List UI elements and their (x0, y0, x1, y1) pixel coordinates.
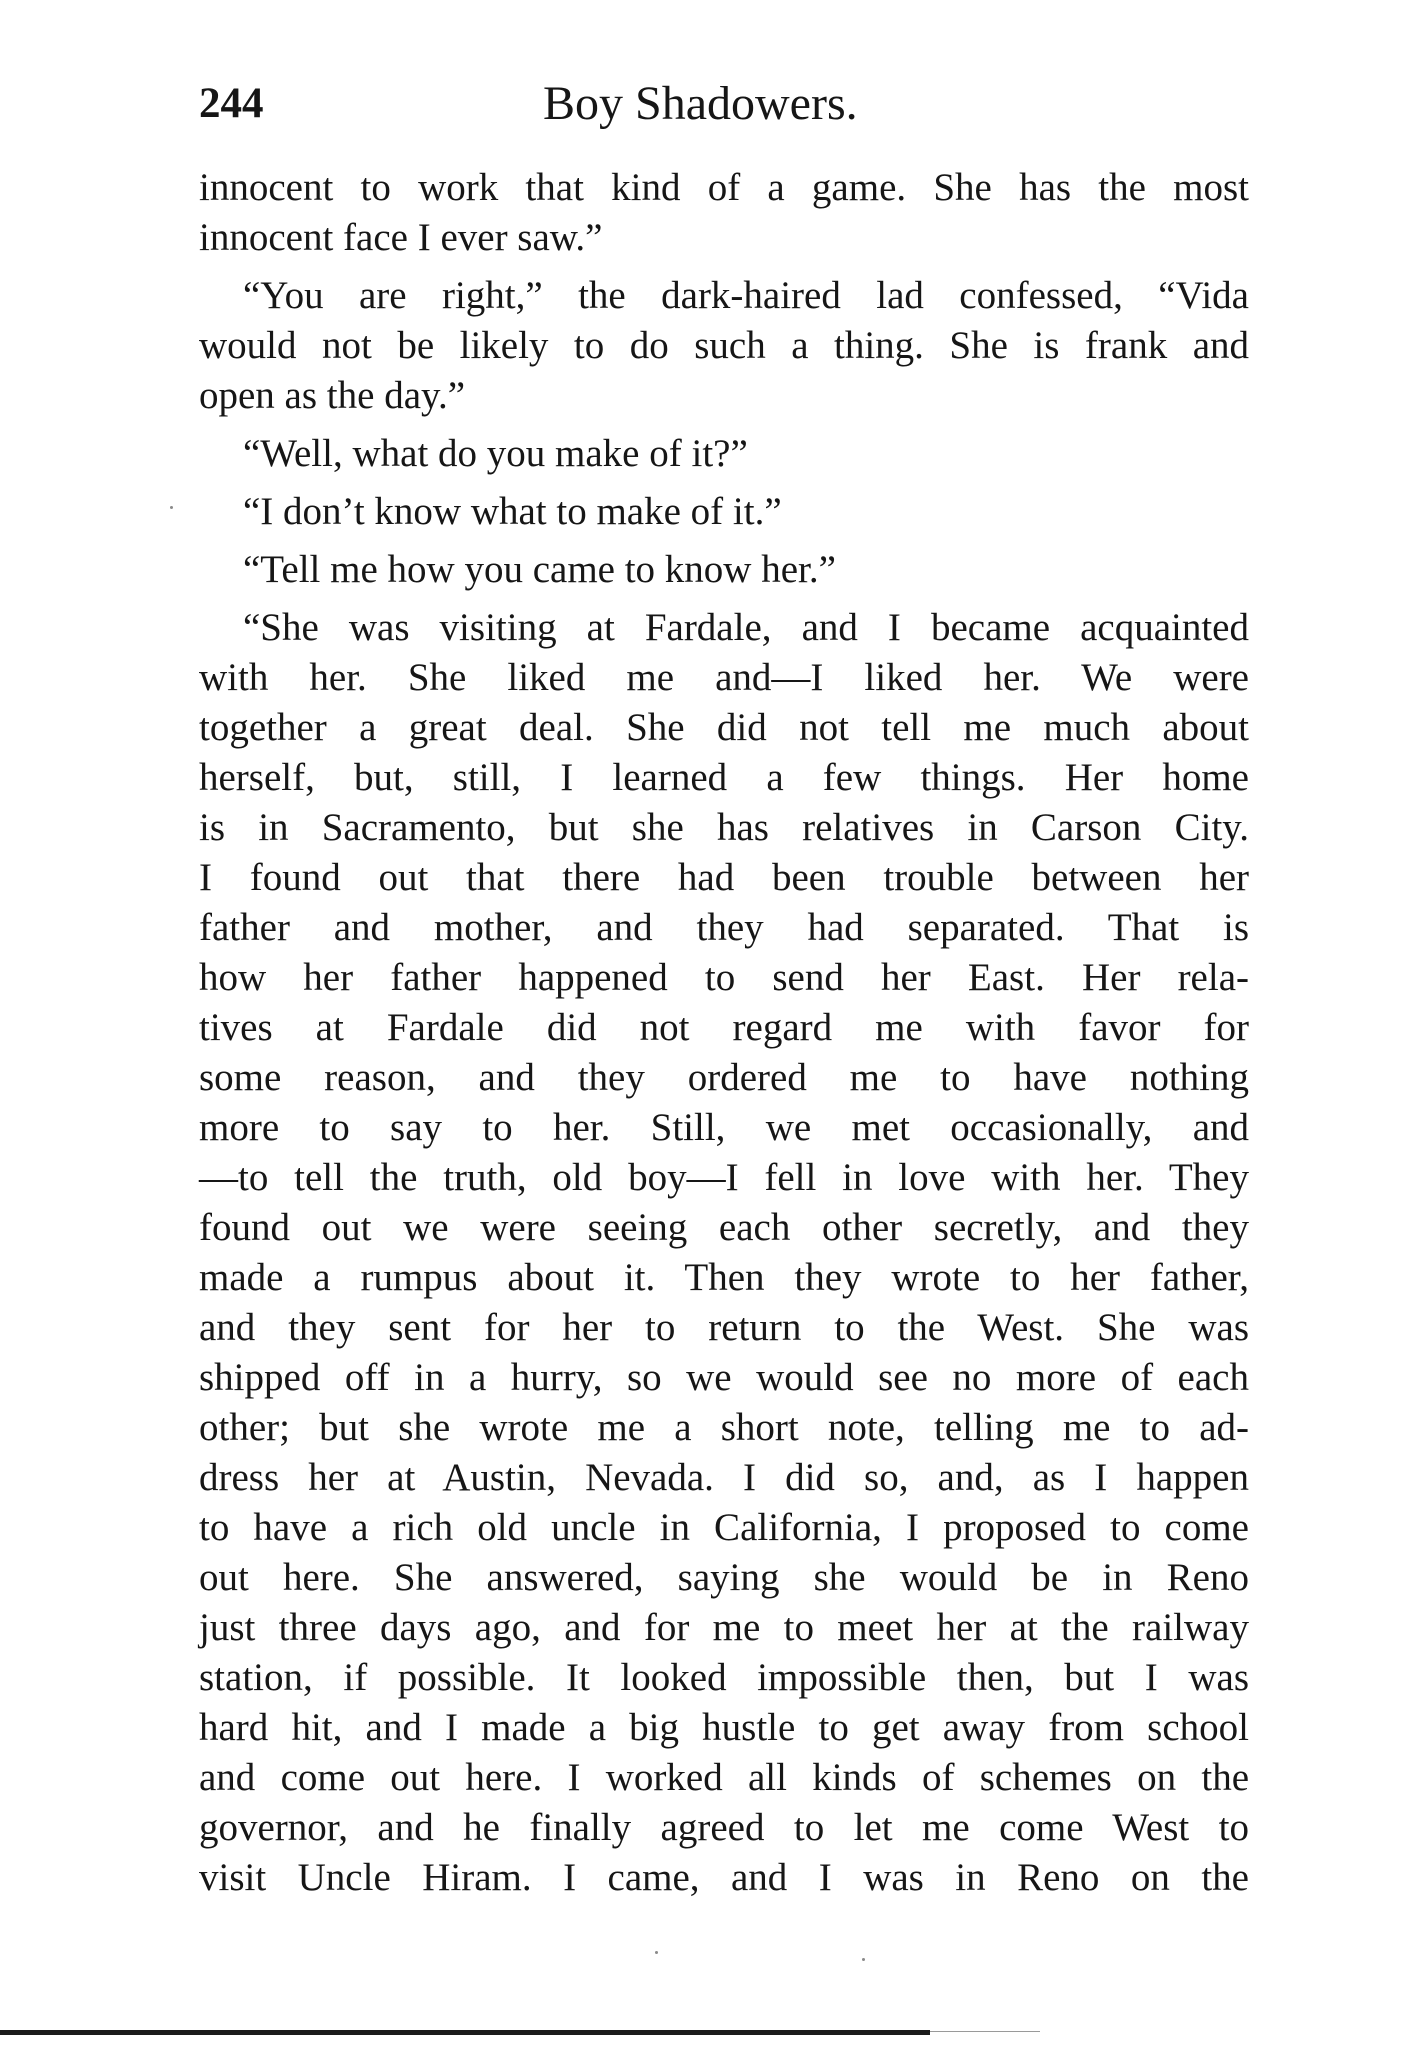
text-line: tives at Fardale did not regard me with favor for (199, 1006, 1249, 1049)
text-line: and they sent for her to return to the West. She was (199, 1306, 1249, 1349)
page-header (199, 74, 1249, 134)
text-line: out here. She answered, saying she would be in Reno (199, 1556, 1249, 1599)
text-line: dress her at Austin, Nevada. I did so, and, as I happen (199, 1456, 1249, 1499)
text-line: “Well, what do you make of it?” (243, 432, 748, 475)
text-line: innocent to work that kind of a game. She has the most (199, 166, 1249, 209)
text-line: hard hit, and I made a big hustle to get away from school (199, 1706, 1249, 1749)
text-line: “Tell me how you came to know her.” (243, 548, 836, 591)
scan-bottom-rule-tail (930, 2031, 1040, 2032)
text-line: father and mother, and they had separated. That is (199, 906, 1249, 949)
margin-speck (655, 1951, 658, 1954)
text-line: would not be likely to do such a thing. She is frank and (199, 324, 1249, 367)
text-line: I found out that there had been trouble between her (199, 856, 1249, 899)
text-line: some reason, and they ordered me to have nothing (199, 1056, 1249, 1099)
text-line: with her. She liked me and—I liked her. We were (199, 656, 1249, 699)
text-line: visit Uncle Hiram. I came, and I was in Reno on the (199, 1856, 1249, 1899)
text-line: station, if possible. It looked impossible then, but I was (199, 1656, 1249, 1699)
page-number: 244 (199, 80, 264, 127)
text-line: together a great deal. She did not tell me much about (199, 706, 1249, 749)
margin-speck (170, 506, 173, 509)
text-line: made a rumpus about it. Then they wrote to her father, (199, 1256, 1249, 1299)
text-line: to have a rich old uncle in California, I proposed to come (199, 1506, 1249, 1549)
text-line: “I don’t know what to make of it.” (243, 490, 782, 533)
text-line: how her father happened to send her East. Her rela- (199, 956, 1249, 999)
text-line: shipped off in a hurry, so we would see no more of each (199, 1356, 1249, 1399)
text-line: more to say to her. Still, we met occasionally, and (199, 1106, 1249, 1149)
text-line: is in Sacramento, but she has relatives in Carson City. (199, 806, 1249, 849)
text-line: —to tell the truth, old boy—I fell in love with her. They (199, 1156, 1249, 1199)
running-title: Boy Shadowers. (543, 77, 858, 130)
text-line: open as the day.” (199, 374, 466, 417)
text-line: “She was visiting at Fardale, and I became acquainted (243, 606, 1249, 649)
text-line: other; but she wrote me a short note, telling me to ad- (199, 1406, 1249, 1449)
text-line: “You are right,” the dark-haired lad confessed, “Vida (243, 274, 1249, 317)
text-line: found out we were seeing each other secretly, and they (199, 1206, 1249, 1249)
text-line: herself, but, still, I learned a few things. Her home (199, 756, 1249, 799)
margin-speck (862, 1958, 865, 1961)
text-line: and come out here. I worked all kinds of schemes on the (199, 1756, 1249, 1799)
scan-bottom-rule (0, 2030, 930, 2035)
text-line: innocent face I ever saw.” (199, 216, 603, 259)
body-text (199, 163, 1249, 1903)
text-line: governor, and he finally agreed to let me come West to (199, 1806, 1249, 1849)
text-line: just three days ago, and for me to meet her at the railway (199, 1606, 1249, 1649)
